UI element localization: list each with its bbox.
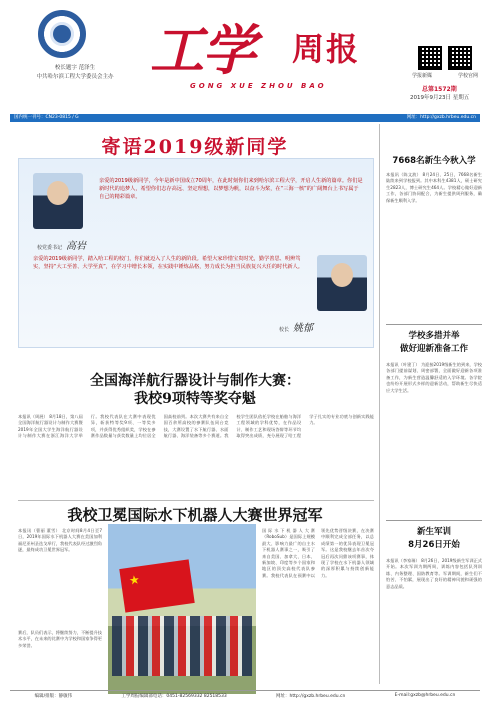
article-2-headline: 我校卫冕国际水下机器人大赛世界冠军: [67, 506, 323, 524]
signer-2: [279, 319, 313, 334]
party-secretary-photo: [33, 173, 83, 229]
qr-labels: [412, 72, 478, 79]
serial-number: 国内统一刊号：CN23-0815 / G: [14, 115, 79, 120]
university-emblem-icon: [38, 10, 86, 58]
article-1-body: 本报讯（周展） 8月18日，第八届全国海洋航行器设计与制作大赛暨2019年全国大学生海洋航行器设计与制作大赛在浙江海洋大学举行。我校代表队在大赛中表现优异，斩获特等奖9项、一等奖多项，并获得优秀组织奖，学校在参赛作品数量与获奖数量上均位居全国高校前列。本次大赛共有来自全国百余所高校的参赛队伍同台竞技，大赛设置了水下航行器、水面航行器、海洋装备等多个赛道。我校学生团队依托学校在船舶与海洋工程领域的学科优势，在作品设计、制作工艺和现场答辩等环节均取得突出成绩，充分展现了哈工程学子扎实的专业功底与创新实践能力。: [18, 414, 374, 439]
news-1-body: 本报讯（陈文波） 8月24日、25日，7668名新生陆续来到学校报到。其中本科生4381人，硕士研究生2823人，博士研究生464人。学校精心做好迎新工作，各部门协同配合，为新生提供周到服务，确保新生顺利入学。: [386, 172, 482, 203]
news-2-title: [386, 330, 482, 356]
article-2-body-left: 本报讯（曹丽 董雪） 北京时间8月4日至7日，2019年国际水下机器人大赛在美国加利福尼亚州圣迭戈举行，我校代表队经过激烈角逐，最终成功卫冕世界冠军。: [18, 528, 102, 553]
feature-headline: 寄语2019级新同学: [101, 136, 289, 158]
news-3-title-line-1: 新生军训: [416, 527, 451, 537]
qr-label-website: 学校官网: [457, 73, 478, 79]
issue-number: 总第1572期: [422, 86, 457, 93]
footer-editor: 编辑/排版：静敏伟: [34, 693, 73, 699]
signer-1-label: 校党委书记: [37, 245, 63, 251]
sidebar: [386, 124, 482, 684]
feature-message-2: 亲爱的2019级新同学，踏入哈工程的校门，你们就迈入了人生的新阶段。希望大家珍惜宝贵时光，勤学善思、明辨笃实，坚持“大工至善、大学至真”，在学习中增长本领，在实践中锤炼品格，努力成长为担当民族复兴大任的时代新人。: [33, 256, 303, 270]
sidebar-divider: [386, 324, 482, 325]
footer-web[interactable]: 网址：http://gxzb.hrbeu.edu.cn: [276, 693, 346, 699]
news-2-title-line-1: 学校多措并举: [408, 331, 460, 341]
team-members: [112, 616, 252, 676]
masthead: [10, 6, 480, 114]
news-1-title: 7668名新生今秋入学: [392, 156, 476, 166]
article-2-body-right: 国际水下机器人大赛（RoboSub）是国际上规模最大、影响力最广的自主水下机器人赛事之一，吸引了来自美国、加拿大、日本、新加坡、印度等多个国家和地区的顶尖高校代表队参赛。我校代表队在预赛中以领先优势晋级决赛，在决赛中顺利完成全部任务，以总成绩第一的优异表现卫冕冠军。这是我校继去年首次夺冠后再次问鼎该项赛事，体现了学校在水下机器人领域的深厚积累与持续创新能力。: [262, 528, 374, 578]
signer-1: [37, 237, 86, 252]
feature-message-1: 亲爱的2019级新同学，今年是新中国成立70周年，在此时刻你们来到哈尔滨工程大学，开启人生新的篇章。你们是新时代的追梦人，希望你们志存高远、坚定理想，以梦想为帆，以奋斗为桨，在“三海一核”的广阔舞台上书写属于自己的精彩篇章。: [99, 178, 363, 200]
school-line-2: 中共哈尔滨工程大学委员会主办: [36, 74, 114, 80]
info-bar: [10, 114, 480, 122]
masthead-title-bold: 周报: [292, 30, 361, 68]
president-photo: [317, 255, 367, 311]
news-2-body: 本报讯（叶建丁） 为迎接2019级新生的到来，学校各部门提前谋划、周密部署，全面做好迎新各项准备工作，为新生营造温馨舒适的入学环境。各学院也纷纷开展形式多样的迎新活动，帮助新生尽快适应大学生活。: [386, 362, 482, 393]
article-1-headline-1: 全国海洋航行器设计与制作大赛：: [90, 373, 300, 389]
signer-2-label: 校长: [279, 327, 290, 333]
footer-phone: 工学周报编辑部电话：0451-82569332 82518533: [121, 693, 227, 699]
news-3-title-line-2: 8月26日开始: [408, 540, 460, 550]
qr-code-icon[interactable]: [418, 46, 442, 70]
school-info: [20, 64, 130, 82]
news-2-title-line-2: 做好迎新准备工作: [399, 344, 468, 354]
signer-1-signature: 高岩: [66, 241, 87, 252]
main-column: [10, 124, 380, 684]
article-2-body-bottom: 赛后，队员们表示，将继续努力，不断提升技术水平，在未来的比赛中为学校和国家争得更多荣誉。: [18, 630, 102, 648]
footer: [10, 690, 480, 700]
masthead-title-cursive: 工学: [150, 18, 254, 82]
article-1-headline-2: 我校9项特等奖夺魁: [134, 391, 256, 407]
signer-2-signature: 姚郁: [293, 323, 314, 334]
masthead-pinyin: GONG XUE ZHOU BAO: [190, 82, 327, 90]
feature-box: [18, 158, 374, 348]
section-divider: [18, 500, 374, 501]
chinese-flag-icon: ★: [119, 559, 194, 612]
qr-code-icon[interactable]: [448, 46, 472, 70]
team-photo: [108, 524, 256, 694]
website-link[interactable]: 网址：http://gxzb.hrbeu.edu.cn: [406, 115, 476, 120]
issue-date: 2019年9月23日 星期五: [410, 95, 470, 101]
news-3-body: 本报讯（李家瑞） 8月26日，2019级新生军训正式开始。本次军训为期两周，训练内容包括队列训练、内务整理、国防教育等。军训期间，新生们不怕苦、不怕累，展现出了良好的精神风貌和顽强的意志品质。: [386, 558, 482, 589]
news-3-title: [386, 526, 482, 552]
school-line-1: 校长题字 范泽生: [54, 65, 96, 71]
qr-label-media: 学报新媒: [412, 73, 433, 79]
footer-email[interactable]: E-mail:gxzb@hrbeu.edu.cn: [394, 693, 456, 698]
sidebar-divider: [386, 520, 482, 521]
